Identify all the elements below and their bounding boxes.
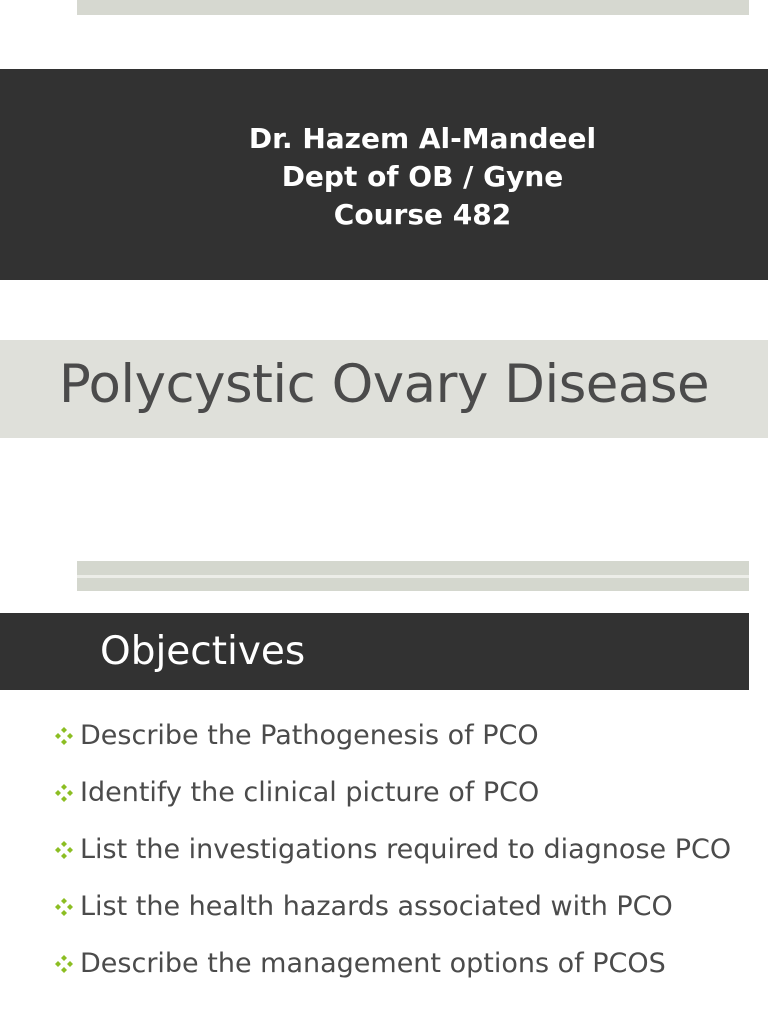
objective-text: Describe the Pathogenesis of PCO [80, 720, 539, 751]
objective-item [52, 775, 752, 810]
top-accent-strip [77, 0, 749, 15]
objectives-list [52, 718, 752, 1003]
four-diamond-bullet-icon [52, 724, 76, 748]
objective-item [52, 946, 752, 981]
four-diamond-bullet-icon [52, 838, 76, 862]
objective-item [52, 718, 752, 753]
four-diamond-bullet-icon [52, 781, 76, 805]
objectives-heading: Objectives [100, 629, 306, 674]
four-diamond-bullet-icon [52, 952, 76, 976]
objective-text: List the health hazards associated with PCO [80, 891, 673, 922]
objective-item [52, 889, 752, 924]
author-name: Dr. Hazem Al-Mandeel [248, 122, 597, 155]
author-department: Dept of OB / Gyne [281, 160, 564, 193]
objective-item [52, 832, 752, 867]
course-number: Course 482 [333, 198, 512, 231]
slide-title: Polycystic Ovary Disease [58, 354, 710, 415]
objective-text: Describe the management options of PCOS [80, 948, 666, 979]
objective-text: Identify the clinical picture of PCO [80, 777, 540, 808]
author-block [77, 120, 768, 234]
divider-strip [77, 561, 749, 591]
four-diamond-bullet-icon [52, 895, 76, 919]
objective-text: List the investigations required to diagnose PCO [80, 834, 732, 865]
